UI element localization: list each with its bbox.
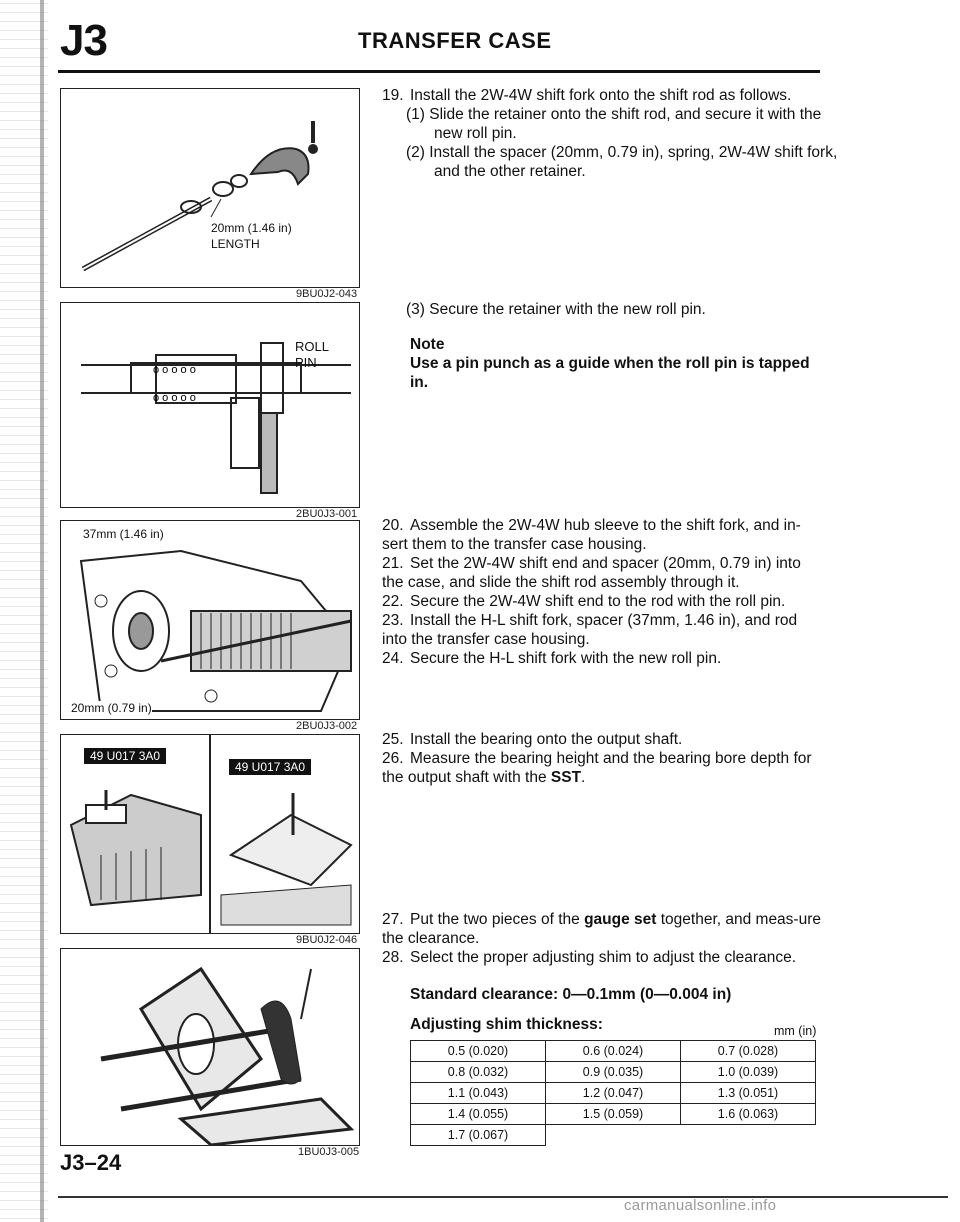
step-text: Select the proper adjusting shim to adjust the clearance. <box>410 949 797 966</box>
figure-callout-roll: ROLL <box>295 339 329 354</box>
step-number: 19. <box>382 87 404 104</box>
figure-code: 2BU0J3-001 <box>296 508 358 520</box>
tool-label-1: 49 U017 3A0 <box>83 747 167 765</box>
step-number: 27. <box>382 911 404 928</box>
step-sst: SST <box>550 769 582 786</box>
table-cell-empty <box>546 1125 681 1146</box>
step-text: Install the bearing onto the output shaft. <box>410 731 683 748</box>
table-cell-empty <box>681 1125 816 1146</box>
table-cell: 0.9 (0.035) <box>546 1062 681 1083</box>
step-23 <box>382 611 822 649</box>
table-row <box>411 1083 816 1104</box>
figure-callout-label: LENGTH <box>211 237 260 251</box>
step-text: Install the 2W-4W shift fork onto the shift rod as follows. <box>410 87 792 104</box>
figure-code: 1BU0J3-005 <box>298 1146 360 1158</box>
step-27 <box>382 910 822 948</box>
step-24 <box>382 649 822 668</box>
table-row <box>411 1104 816 1125</box>
figure-shift-fork-assembly <box>60 88 360 288</box>
table-cell: 1.3 (0.051) <box>681 1083 816 1104</box>
step-text: Assemble the 2W-4W hub sleeve to the shift fork, and in-sert them to the transfer case housing. <box>382 517 801 553</box>
shim-thickness-label: Adjusting shim thickness: <box>410 1016 603 1033</box>
figure-callout-spacer-37: 37mm (1.46 in) <box>83 527 164 541</box>
step-19-1: (1) Slide the retainer onto the shift rod, and secure it with the new roll pin. <box>406 106 822 142</box>
table-cell: 0.6 (0.024) <box>546 1041 681 1062</box>
step-text: Secure the 2W-4W shift end to the rod with the roll pin. <box>410 593 786 610</box>
step-number: 20. <box>382 517 404 534</box>
step-19-2: (2) Install the spacer (20mm, 0.79 in), spring, 2W-4W shift fork, and the other retainer. <box>406 144 838 180</box>
table-cell: 1.5 (0.059) <box>546 1104 681 1125</box>
step-number: 21. <box>382 555 404 572</box>
figure-sst-measurement <box>60 734 360 934</box>
table-row <box>411 1062 816 1083</box>
table-cell: 1.2 (0.047) <box>546 1083 681 1104</box>
step-gauge-set: gauge set <box>584 911 657 928</box>
step-number: 25. <box>382 731 404 748</box>
step-number: 28. <box>382 949 404 966</box>
tool-label-2: 49 U017 3A0 <box>229 759 311 775</box>
figure-callout-length: 20mm (1.46 in) <box>211 221 292 235</box>
step-text: Measure the bearing height and the bearing bore depth for the output shaft with the <box>382 750 812 786</box>
step-19 <box>382 86 822 105</box>
unit-label: mm (in) <box>774 1024 817 1038</box>
figure-code: 9BU0J2-046 <box>296 934 358 946</box>
step-20 <box>382 516 822 554</box>
figure-callout-spacer-20: 20mm (0.79 in) <box>71 701 152 715</box>
header-rule <box>58 70 820 73</box>
note-title: Note <box>410 336 445 353</box>
svg-text:o o o o o: o o o o o <box>153 392 196 404</box>
step-22 <box>382 592 822 611</box>
step-26 <box>382 749 822 787</box>
table-cell: 1.6 (0.063) <box>681 1104 816 1125</box>
svg-text:o o o o o: o o o o o <box>153 364 196 376</box>
step-number: 23. <box>382 612 404 629</box>
standard-clearance: Standard clearance: 0—0.1mm (0—0.004 in) <box>410 986 732 1003</box>
step-number: 26. <box>382 750 404 767</box>
bottom-rule <box>58 1196 948 1198</box>
table-cell: 0.8 (0.032) <box>411 1062 546 1083</box>
step-text-end: together, and meas-ure the clearance. <box>382 911 821 947</box>
step-text: Put the two pieces of the <box>410 911 585 928</box>
transfer-case-illustration <box>61 521 359 719</box>
figure-code: 2BU0J3-002 <box>296 720 358 732</box>
table-row <box>411 1041 816 1062</box>
step-21 <box>382 554 822 592</box>
step-text: Install the H-L shift fork, spacer (37mm, 1.46 in), and rod into the transfer case housing. <box>382 612 798 648</box>
figure-gauge-set <box>60 948 360 1146</box>
gauge-set-illustration <box>61 949 359 1145</box>
step-25 <box>382 730 822 749</box>
figure-code: 9BU0J2-043 <box>296 288 358 300</box>
step-19-3: (3) Secure the retainer with the new roll pin. <box>406 301 706 318</box>
roll-pin-illustration <box>61 303 359 507</box>
step-number: 22. <box>382 593 404 610</box>
shift-fork-illustration <box>61 89 359 287</box>
step-number: 24. <box>382 650 404 667</box>
table-cell: 0.7 (0.028) <box>681 1041 816 1062</box>
table-row <box>411 1125 816 1146</box>
figure-roll-pin <box>60 302 360 508</box>
figure-callout-pin: PIN <box>295 355 317 370</box>
step-text: Secure the H-L shift fork with the new roll pin. <box>410 650 722 667</box>
table-cell: 1.1 (0.043) <box>411 1083 546 1104</box>
table-cell: 1.4 (0.055) <box>411 1104 546 1125</box>
watermark: carmanualsonline.info <box>624 1197 777 1214</box>
table-cell: 1.0 (0.039) <box>681 1062 816 1083</box>
table-cell: 1.7 (0.067) <box>411 1125 546 1146</box>
page-number: J3–24 <box>60 1150 122 1175</box>
shim-table <box>410 1040 816 1146</box>
page-title: TRANSFER CASE <box>358 28 552 53</box>
step-text: Set the 2W-4W shift end and spacer (20mm, 0.79 in) into the case, and slide the shift rod assembly through it. <box>382 555 801 591</box>
table-cell: 0.5 (0.020) <box>411 1041 546 1062</box>
note-text: Use a pin punch as a guide when the roll pin is tapped in. <box>410 355 810 391</box>
section-code: J3 <box>60 16 107 65</box>
page-binding-shadow <box>40 0 44 1222</box>
figure-transfer-case-housing <box>60 520 360 720</box>
step-28 <box>382 948 822 967</box>
step-text-end: . <box>581 769 586 786</box>
